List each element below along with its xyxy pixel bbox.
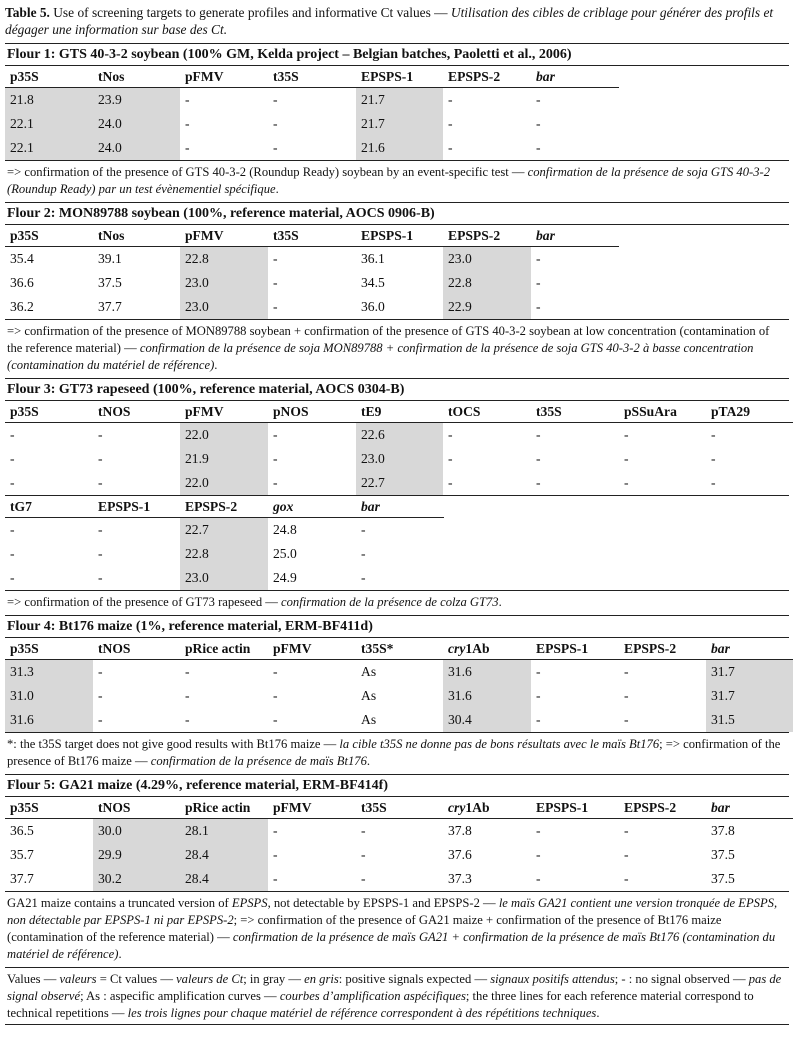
ct-value-cell: 24.0 [93,136,180,160]
text-segment: courbes d’amplification aspécifiques [279,989,466,1003]
ct-value-cell: - [185,712,190,727]
ct-value-cell: - [624,664,629,679]
results-grid [5,66,789,160]
ct-value-cell: 24.9 [273,570,297,585]
flour-title: Flour 2: MON89788 soybean (100%, reference material, AOCS 0906-B) [5,203,789,225]
ct-value-cell: 36.0 [361,299,385,314]
flour-note [5,319,789,378]
ct-value-cell: - [273,299,278,314]
ct-value-cell: 21.7 [356,112,443,136]
ct-value-cell: 21.7 [356,88,443,112]
ct-value-cell: 30.0 [93,819,180,843]
ct-value-cell: 35.4 [10,251,34,266]
ct-value-cell: 37.7 [98,299,122,314]
ct-value-cell: - [624,688,629,703]
ct-value-cell: 24.0 [93,112,180,136]
ct-value-cell: 22.8 [180,247,268,271]
ct-value-cell: - [10,475,15,490]
ct-value-cell: 22.0 [180,423,268,447]
text-segment: signaux positifs attendus [490,972,615,986]
column-header: tOCS [443,401,531,423]
results-grid [5,401,789,495]
ct-value-cell: 22.9 [443,295,531,319]
column-header: p35S [5,797,93,819]
results-grid [5,638,789,732]
text-segment: => confirmation of the presence of GT73 rapeseed — [7,595,282,609]
ct-value-cell: 21.9 [180,447,268,471]
text-segment: le maïs GA21 contient une version tronquée de EPSPS, non détectable par EPSPS-1 ni par EPSPS-2 [7,896,778,927]
header-rest: 1Ab [465,800,490,815]
ct-value-cell: - [273,475,278,490]
ct-value-cell: 31.0 [5,684,93,708]
ct-value-cell: - [448,427,453,442]
ct-value-cell: - [448,92,453,107]
ct-value-cell: - [273,688,278,703]
ct-value-cell: - [10,522,15,537]
text-segment: confirmation de la présence de soja GTS 40-3-2 (Roundup Ready) par un test évènementiel spécifique [7,165,771,196]
ct-value-cell: 39.1 [98,251,122,266]
ct-value-cell: 31.6 [5,708,93,732]
column-header: tG7 [5,496,93,518]
flour-note [5,590,789,615]
column-header [443,797,531,819]
text-segment: ; As : aspecific amplification curves — [80,989,280,1003]
flour-section [5,378,789,615]
ct-value-cell: 24.8 [273,522,297,537]
ct-value-cell: 23.0 [180,295,268,319]
ct-value-cell: 22.1 [5,112,93,136]
flour-section [5,615,789,774]
ct-value-cell: 23.0 [356,447,443,471]
ct-value-cell: - [10,546,15,561]
ct-value-cell: - [273,251,278,266]
caption-label: Table 5. [5,5,50,20]
column-header: pSSuAra [619,401,706,423]
ct-value-cell: 28.4 [180,867,268,891]
flour-title: Flour 1: GTS 40-3-2 soybean (100% GM, Kelda project – Belgian batches, Paoletti et al., 2006) [5,44,789,66]
text-segment: . [275,182,279,196]
ct-value-cell: - [10,427,15,442]
ct-value-cell: - [361,546,366,561]
ct-value-cell: As [361,688,377,703]
caption-text-fr: Utilisation des cibles de criblage pour générer des profils et dégager une information sur base des Ct. [5,5,774,37]
results-grid [5,225,789,319]
ct-value-cell: - [273,871,278,886]
column-header: bar [531,225,619,247]
table-caption [5,4,789,38]
text-segment: . [596,1006,600,1020]
text-segment: confirmation de la présence de soja MON89788 + confirmation de la présence de soja GTS 40-3-2 à basse concentration (contamination du matériel de référence) [7,341,754,372]
ct-value-cell: 28.1 [180,819,268,843]
ct-value-cell: - [536,275,541,290]
header-italic-part: cry [448,800,466,815]
ct-value-cell: - [98,427,103,442]
ct-value-cell: 30.2 [93,867,180,891]
column-header: p35S [5,638,93,660]
column-header: EPSPS-1 [356,66,443,88]
text-segment: confirmation de la présence de maïs GA21 + confirmation de la présence de maïs Bt176 (contamination du matériel de référence) [7,930,776,961]
text-segment: , not detectable by EPSPS-1 and EPSPS-2 — [267,896,499,910]
ct-value-cell: - [98,712,103,727]
column-header: bar [356,496,444,518]
column-header: bar [531,66,619,88]
ct-value-cell: - [624,847,629,862]
text-segment: . [366,754,371,768]
ct-value-cell: - [185,116,190,131]
ct-value-cell: - [98,451,103,466]
text-segment: ; - : no signal observed — [614,972,749,986]
flour-title: Flour 5: GA21 maize (4.29%, reference material, ERM-BF414f) [5,775,789,797]
text-segment: . [118,947,122,961]
ct-value-cell: 34.5 [361,275,385,290]
ct-value-cell: 23.9 [93,88,180,112]
ct-value-cell: 29.9 [93,843,180,867]
ct-value-cell: - [98,570,103,585]
text-segment: ; => confirmation of the presence of Bt176 maize — [7,737,781,768]
flour-title: Flour 3: GT73 rapeseed (100%, reference material, AOCS 0304-B) [5,379,789,401]
ct-value-cell: - [711,427,716,442]
ct-value-cell: 22.7 [180,518,268,542]
column-header: EPSPS-2 [443,225,531,247]
column-header: tNOS [93,401,180,423]
column-header: bar [706,638,793,660]
ct-value-cell: - [536,451,541,466]
ct-value-cell: - [10,570,15,585]
ct-value-cell: 37.6 [448,847,472,862]
ct-value-cell: 22.8 [180,542,268,566]
ct-value-cell: 37.8 [711,823,735,838]
ct-value-cell: 22.6 [356,423,443,447]
ct-value-cell: 23.0 [443,247,531,271]
text-segment: les trois lignes pour chaque matériel de référence correspondent à des répétitions techniques [127,1006,597,1020]
ct-value-cell: 37.3 [448,871,472,886]
results-grid [5,495,789,590]
text-segment: valeurs [59,972,97,986]
column-header: pFMV [180,66,268,88]
text-segment: => confirmation of the presence of MON89788 soybean + confirmation of the presence of GTS 40-3-2 soybean at low concentration (contamination of the reference material) — [7,324,770,355]
ct-value-cell: - [185,688,190,703]
column-header: EPSPS-1 [93,496,180,518]
ct-value-cell: - [448,451,453,466]
ct-value-cell: - [10,451,15,466]
ct-value-cell: - [361,823,366,838]
ct-value-cell: - [536,116,541,131]
ct-value-cell: - [361,871,366,886]
column-header: tNOS [93,638,180,660]
column-header: EPSPS-1 [356,225,443,247]
ct-value-cell: 36.2 [10,299,34,314]
column-header: pFMV [180,225,268,247]
flour-section [5,774,789,967]
ct-value-cell: 30.4 [443,708,531,732]
ct-value-cell: - [711,475,716,490]
ct-value-cell: - [711,451,716,466]
ct-value-cell: - [624,451,629,466]
text-segment: => confirmation of the presence of GTS 40-3-2 (Roundup Ready) soybean by an event-specific test — [7,165,528,179]
ct-value-cell: - [98,688,103,703]
text-segment: = Ct values — [96,972,177,986]
ct-value-cell: 28.4 [180,843,268,867]
ct-value-cell: 37.5 [711,847,735,862]
text-segment: : positive signals expected — [338,972,491,986]
ct-value-cell: 22.8 [443,271,531,295]
ct-value-cell: - [273,92,278,107]
flour-note [5,732,789,774]
column-header: p35S [5,401,93,423]
column-header: EPSPS-2 [443,66,531,88]
column-header: EPSPS-2 [619,797,706,819]
ct-value-cell: 21.6 [356,136,443,160]
flour-title: Flour 4: Bt176 maize (1%, reference material, ERM-BF411d) [5,616,789,638]
ct-value-cell: - [536,823,541,838]
ct-value-cell: - [273,664,278,679]
ct-value-cell: - [536,847,541,862]
ct-value-cell: - [536,688,541,703]
ct-value-cell: - [185,664,190,679]
ct-value-cell: - [624,427,629,442]
ct-value-cell: - [273,275,278,290]
ct-value-cell: 37.8 [448,823,472,838]
ct-value-cell: - [536,871,541,886]
text-segment: la cible t35S ne donne pas de bons résultats avec le maïs Bt176 [339,737,660,751]
ct-value-cell: 23.0 [180,566,268,590]
ct-value-cell: - [273,116,278,131]
column-header: tNOS [93,797,180,819]
ct-value-cell: - [273,823,278,838]
column-header: t35S [531,401,619,423]
ct-value-cell: - [536,140,541,155]
column-header: gox [268,496,356,518]
flour-section [5,202,789,378]
text-segment: *: the t35S target does not give good results with Bt176 maize — [7,737,340,751]
ct-value-cell: As [361,712,377,727]
flour-section [5,43,789,202]
text-segment: ; => confirmation of the presence of GA21 maize + confirmation of the presence of Bt176 maize (contamination of the reference material) — [7,913,722,944]
ct-value-cell: - [536,475,541,490]
ct-value-cell: - [273,427,278,442]
results-grid [5,797,789,891]
column-header: EPSPS-1 [531,797,619,819]
column-header: p35S [5,66,93,88]
column-header: p35S [5,225,93,247]
ct-value-cell: - [536,92,541,107]
ct-value-cell: 31.6 [443,660,531,684]
ct-value-cell: - [273,451,278,466]
ct-value-cell: - [361,522,366,537]
text-segment: confirmation de la présence de colza GT73 [281,595,499,609]
ct-value-cell: - [185,140,190,155]
text-segment: valeurs de Ct [176,972,244,986]
ct-value-cell: - [361,847,366,862]
column-header: tNos [93,66,180,88]
flour-sections [5,43,789,967]
column-header: EPSPS-2 [180,496,268,518]
column-header: t35S [268,225,356,247]
ct-value-cell: - [98,475,103,490]
column-header: pRice actin [180,638,268,660]
ct-value-cell: - [273,712,278,727]
header-rest: 1Ab [465,641,490,656]
column-header: pNOS [268,401,356,423]
ct-value-cell: - [448,475,453,490]
ct-value-cell: 22.1 [5,136,93,160]
ct-value-cell: 36.1 [361,251,385,266]
ct-value-cell: - [448,140,453,155]
ct-value-cell: - [98,546,103,561]
column-header: pFMV [268,797,356,819]
ct-value-cell: - [624,871,629,886]
column-header: pRice actin [180,797,268,819]
ct-value-cell: 22.7 [356,471,443,495]
ct-value-cell: - [98,522,103,537]
column-header: pTA29 [706,401,793,423]
flour-note [5,891,789,967]
ct-value-cell: - [185,92,190,107]
column-header: t35S* [356,638,443,660]
text-segment: GA21 maize contains a truncated version of [7,896,232,910]
ct-value-cell: 31.3 [5,660,93,684]
text-segment: . [214,358,218,372]
ct-value-cell: - [536,251,541,266]
ct-value-cell: 21.8 [5,88,93,112]
ct-value-cell: 37.5 [711,871,735,886]
column-header: EPSPS-2 [619,638,706,660]
ct-value-cell: 31.7 [706,660,793,684]
ct-value-cell: 37.7 [10,871,34,886]
column-header: t35S [268,66,356,88]
table-legend [5,967,789,1025]
ct-value-cell: 36.5 [10,823,34,838]
ct-value-cell: - [536,664,541,679]
text-segment: . [498,595,502,609]
ct-value-cell: - [624,712,629,727]
ct-value-cell: 37.5 [98,275,122,290]
ct-value-cell: - [536,427,541,442]
column-header [443,638,531,660]
column-header: pFMV [180,401,268,423]
ct-value-cell: - [536,299,541,314]
column-header: tE9 [356,401,443,423]
column-header: tNos [93,225,180,247]
ct-value-cell: 25.0 [273,546,297,561]
text-segment: en gris [304,972,339,986]
column-header: pFMV [268,638,356,660]
ct-value-cell: 22.0 [180,471,268,495]
ct-value-cell: - [273,140,278,155]
ct-value-cell: 23.0 [180,271,268,295]
text-segment: confirmation de la présence de maïs Bt176 [150,754,367,768]
text-segment: ; the three lines for each reference material correspond to technical repetitions — [7,989,754,1020]
ct-value-cell: 31.7 [706,684,793,708]
ct-value-cell: 31.6 [443,684,531,708]
text-segment: ; in gray — [243,972,305,986]
text-segment: EPSPS [231,896,268,910]
ct-value-cell: - [448,116,453,131]
column-header: bar [706,797,793,819]
ct-value-cell: - [98,664,103,679]
ct-value-cell: 36.6 [10,275,34,290]
text-segment: pas de signal observé [7,972,782,1003]
ct-value-cell: - [624,475,629,490]
ct-value-cell: 35.7 [10,847,34,862]
column-header: EPSPS-1 [531,638,619,660]
caption-text: Use of screening targets to generate profiles and informative Ct values — [53,5,451,20]
flour-note [5,160,789,202]
column-header: t35S [356,797,443,819]
ct-value-cell: As [361,664,377,679]
ct-value-cell: 31.5 [706,708,793,732]
ct-value-cell: - [361,570,366,585]
ct-value-cell: - [536,712,541,727]
ct-value-cell: - [624,823,629,838]
ct-value-cell: - [273,847,278,862]
header-italic-part: cry [448,641,466,656]
text-segment: Values — [7,972,60,986]
